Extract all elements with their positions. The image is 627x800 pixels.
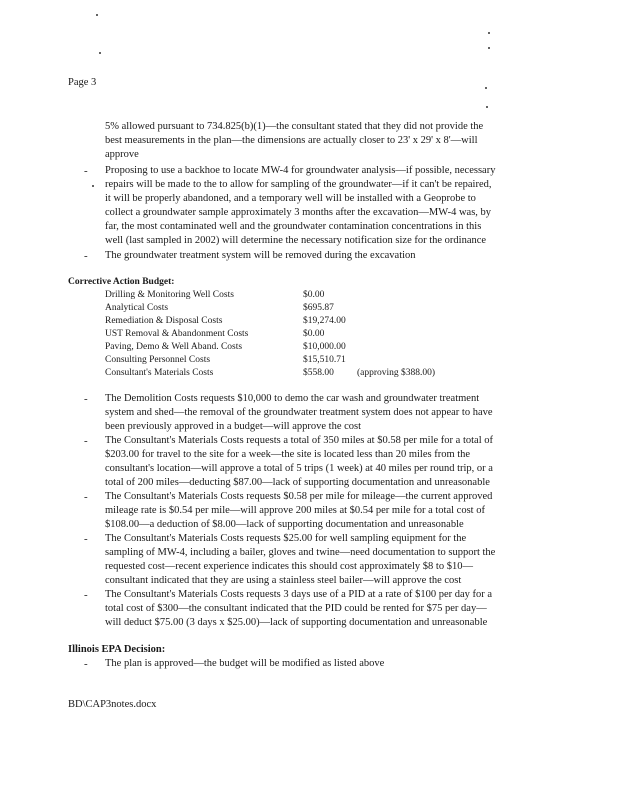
scan-speck	[92, 185, 94, 187]
budget-heading: Corrective Action Budget:	[68, 277, 175, 287]
budget-row-value: $695.87	[303, 303, 334, 313]
bullet-marker: -	[84, 533, 88, 545]
text-line: far, the most contaminated well and the groundwater contamination concentrations in this	[105, 221, 482, 232]
budget-row-label: Consulting Personnel Costs	[105, 355, 211, 365]
bullet-text	[105, 588, 555, 630]
scan-speck	[485, 87, 487, 89]
text-line: sampling of MW-4, including a bailer, gloves and twine—need documentation to support the	[105, 547, 496, 558]
budget-row-value: $0.00	[303, 290, 325, 300]
text-line: The Consultant's Materials Costs requests a total of 350 miles at $0.58 per mile for a total of	[105, 435, 493, 446]
text-line: system and shed—the removal of the groundwater treatment system does not appear to have	[105, 407, 493, 418]
text-line: consultant indicated that they are using a stainless steel bailer—will approve the cost	[105, 575, 462, 586]
footer-filename: BD\CAP3notes.docx	[68, 699, 157, 710]
bullet-text	[105, 164, 555, 248]
text-line: $203.00 for travel to the site for a week—the site is located less than 20 miles from the	[105, 449, 471, 460]
bullet-text	[105, 490, 555, 532]
text-line: Proposing to use a backhoe to locate MW-4 for groundwater analysis—if possible, necessary	[105, 165, 496, 176]
bullet-marker: -	[84, 435, 88, 447]
budget-row-value: $10,000.00	[303, 342, 346, 352]
text-line: $108.00—a deduction of $8.00—lack of supporting documentation and unreasonable	[105, 519, 464, 530]
budget-row-note: (approving $388.00)	[357, 368, 436, 378]
budget-row-label: Remediation & Disposal Costs	[105, 316, 223, 326]
bullet-marker: -	[84, 165, 88, 177]
bullet-text	[105, 392, 555, 434]
text-line: mileage rate is $0.54 per mile—will approve 200 miles at $0.54 per mile for a total cost of	[105, 505, 485, 516]
budget-row-label: Analytical Costs	[105, 303, 169, 313]
scan-speck	[486, 106, 488, 108]
budget-row-label: UST Removal & Abandonment Costs	[105, 329, 249, 339]
bullet-marker: -	[84, 393, 88, 405]
budget-row-label: Paving, Demo & Well Aband. Costs	[105, 342, 243, 352]
bullet-text	[105, 249, 555, 263]
text-line: The groundwater treatment system will be removed during the excavation	[105, 250, 416, 261]
budget-row-value: $19,274.00	[303, 316, 346, 326]
text-line: total of 200 miles—deducting $87.00—lack of supporting documentation and unreasonable	[105, 477, 490, 488]
text-line: collect a groundwater sample approximately 3 months after the excavation—MW-4 was, by	[105, 207, 492, 218]
text-line: will deduct $75.00 (3 days x $25.00)—lack of supporting documentation and unreasonable	[105, 617, 488, 628]
scan-speck	[99, 52, 101, 54]
scan-speck	[488, 32, 490, 34]
text-line: consultant's location—will approve a total of 5 trips (1 week) at 40 miles per round trip, or a	[105, 463, 493, 474]
text-line: The Consultant's Materials Costs requests $25.00 for well sampling equipment for the	[105, 533, 467, 544]
text-line: 5% allowed pursuant to 734.825(b)(1)—the consultant stated that they did not provide the	[105, 121, 484, 132]
text-line: The plan is approved—the budget will be modified as listed above	[105, 658, 385, 669]
bullet-marker: -	[84, 658, 88, 670]
bullet-text	[105, 532, 555, 588]
page-number: Page 3	[68, 77, 97, 88]
bullet-text	[105, 120, 555, 162]
text-line: total cost of $300—the consultant indicated that the PID could be rented for $75 per day—	[105, 603, 487, 614]
decision-heading: Illinois EPA Decision:	[68, 644, 166, 655]
text-line: well (last sampled in 2002) will determine the necessary notification size for the ordinance	[105, 235, 487, 246]
decision-text	[105, 657, 555, 671]
bullet-marker: -	[84, 589, 88, 601]
scan-speck	[488, 47, 490, 49]
text-line: requested cost—recent experience indicates this should cost approximately $8 to $10—	[105, 561, 473, 572]
budget-row-value: $558.00	[303, 368, 334, 378]
scan-speck	[96, 14, 98, 16]
budget-row-label: Drilling & Monitoring Well Costs	[105, 290, 234, 300]
bullet-marker: -	[84, 491, 88, 503]
text-line: it will be properly abandoned, and a temporary well will be installed with a Geoprobe to	[105, 193, 476, 204]
bullet-marker: -	[84, 250, 88, 262]
budget-row-label: Consultant's Materials Costs	[105, 368, 214, 378]
bullet-text	[105, 434, 555, 490]
text-line: best measurements in the plan—the dimensions are actually closer to 23' x 29' x 8'—will	[105, 135, 478, 146]
text-line: approve	[105, 149, 139, 160]
budget-row-value: $15,510.71	[303, 355, 346, 365]
text-line: been previously approved in a budget—will approve the cost	[105, 421, 362, 432]
text-line: repairs will be made to the to allow for sampling of the groundwater—if it can't be repaired,	[105, 179, 492, 190]
text-line: The Demolition Costs requests $10,000 to demo the car wash and groundwater treatment	[105, 393, 480, 404]
budget-row-value: $0.00	[303, 329, 325, 339]
text-line: The Consultant's Materials Costs requests $0.58 per mile for mileage—the current approved	[105, 491, 493, 502]
text-line: The Consultant's Materials Costs requests 3 days use of a PID at a rate of $100 per day for a	[105, 589, 493, 600]
